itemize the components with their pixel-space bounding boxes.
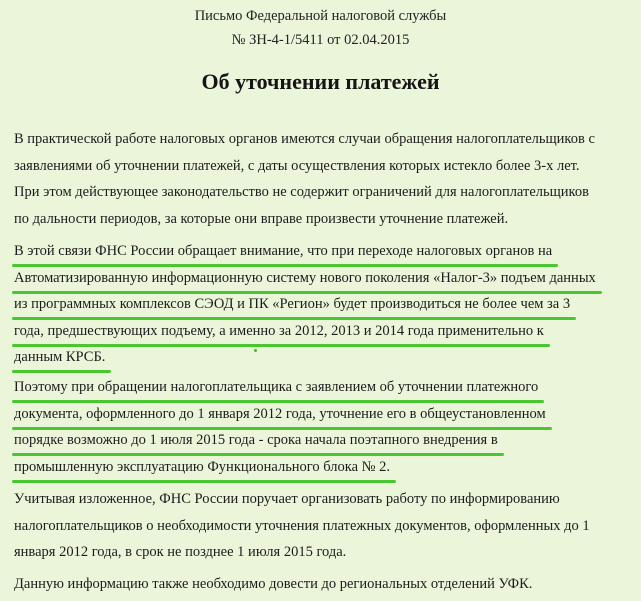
paragraph-3-highlighted	[14, 377, 636, 483]
highlighted-line: из программных комплексов СЭОД и ПК «Регион» будет производиться не более чем за 3	[14, 296, 571, 313]
paragraph-2-highlighted	[14, 241, 636, 374]
paragraph-line: В практической работе налоговых органов имеются случаи обращения налогоплательщиков с	[14, 131, 595, 147]
paragraph-5	[14, 574, 636, 601]
letter-number-date: № ЗН-4-1/5411 от 02.04.2015	[231, 32, 410, 48]
highlighted-line: В этой связи ФНС России обращает внимание, что при переходе налоговых органов на	[14, 243, 553, 259]
highlighted-line: Автоматизированную информационную систему нового поколения «Налог-3» подъем данных	[14, 269, 596, 286]
paragraph-line: по дальности периодов, за которые они вправе произвести уточнение платежей.	[14, 210, 509, 227]
letter-source: Письмо Федеральной налоговой службы	[194, 8, 447, 24]
highlighted-line: промышленную эксплуатацию Функционального блока № 2.	[14, 458, 390, 475]
highlighted-line: данным КРСБ.	[14, 349, 106, 366]
paragraph-line: При этом действующее законодательство не содержит ограничений для налогоплательщиков	[14, 184, 589, 201]
highlighted-line: года, предшествующих подъему, а именно за 2012, 2013 и 2014 года применительно к	[14, 322, 544, 339]
paragraph-line: налогоплательщиков о необходимости уточнения платежных документов, оформленных до 1	[14, 517, 590, 534]
highlight-mark-dot	[254, 349, 257, 352]
paragraph-line: января 2012 года, в срок не позднее 1 июля 2015 года.	[14, 544, 347, 561]
paragraph-line: Учитывая изложенное, ФНС России поручает организовать работу по информированию	[14, 491, 560, 507]
paragraph-1	[14, 129, 636, 235]
paragraph-line: Данную информацию также необходимо довести до региональных отделений УФК.	[14, 576, 533, 592]
highlighted-line: Поэтому при обращении налогоплательщика с заявлением об уточнении платежного	[14, 379, 539, 395]
paragraph-4	[14, 489, 636, 569]
paragraph-line: заявлениями об уточнении платежей, с даты осуществления которых истекло более 3-х лет.	[14, 157, 580, 174]
document-title: Об уточнении платежей	[201, 69, 440, 94]
highlighted-line: порядке возможно до 1 июля 2015 года - срока начала поэтапного внедрения в	[14, 432, 498, 449]
highlighted-line: документа, оформленного до 1 января 2012 года, уточнение его в общеустановленном	[14, 405, 546, 422]
